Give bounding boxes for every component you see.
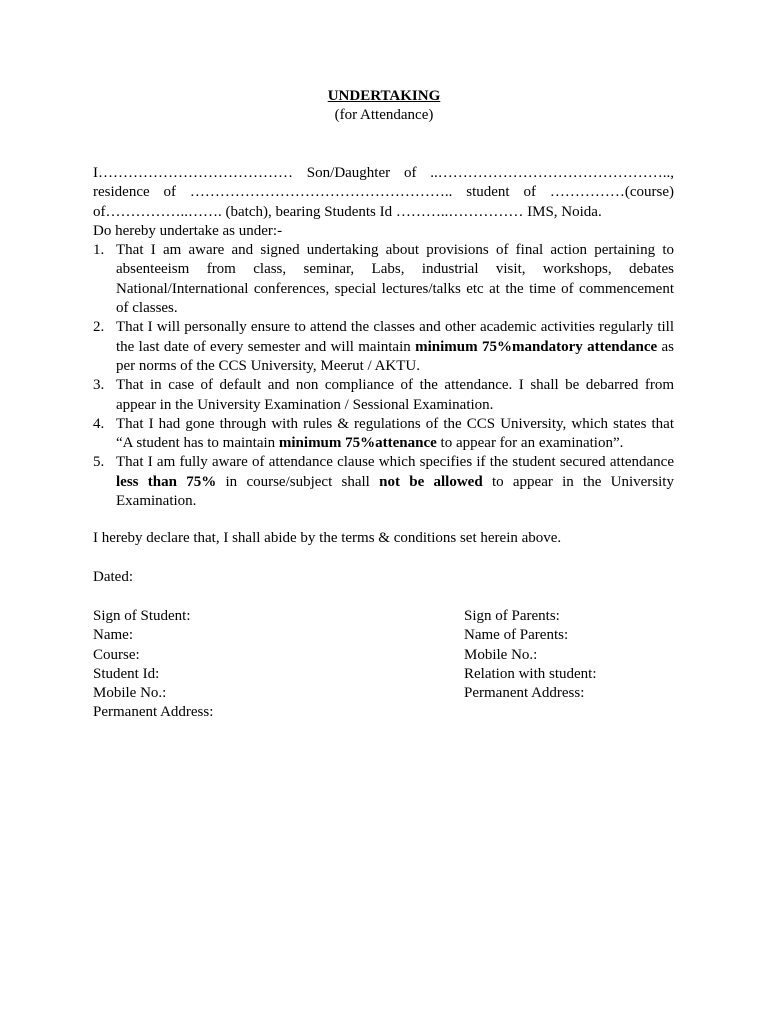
intro-line-3: of……………..……. (batch), bearing Students Id ………..…………… IMS, Noida. xyxy=(93,203,602,220)
field-label: Relation with student: xyxy=(464,665,597,682)
list-item xyxy=(93,241,674,318)
item-text: That I had gone through with rules & regulations of the CCS University, which states that “A student has to maintain minimum 75%attenance to appear for an examination”. xyxy=(116,415,674,452)
field-label: Mobile No.: xyxy=(93,685,167,702)
item-number: 3. xyxy=(93,377,105,394)
item-text: That I am aware and signed undertaking about provisions of final action pertaining to absenteeism from class, seminar, Labs, industrial visit, workshops, debates National/International conferences, special lectures/talks etc at the time of commencement of classes. xyxy=(116,242,674,317)
student-fields xyxy=(93,607,213,723)
intro-line-2: residence of …………………………………………….. student of ……………(course) xyxy=(93,184,674,201)
field-label: Sign of Parents: xyxy=(464,608,560,624)
field-label: Name: xyxy=(93,627,133,644)
field-label: Mobile No.: xyxy=(464,646,538,663)
field-label: Sign of Student: xyxy=(93,608,191,624)
emphasis: not be allowed xyxy=(379,473,483,490)
field-label: Course: xyxy=(93,646,140,663)
item-number: 5. xyxy=(93,454,105,471)
list-item xyxy=(93,453,674,511)
item-number: 2. xyxy=(93,319,105,336)
dated-label: Dated: xyxy=(93,569,133,585)
emphasis: less than 75% xyxy=(116,473,217,490)
undertaking-body xyxy=(93,164,674,511)
parent-fields xyxy=(464,607,597,703)
field-label: Student Id: xyxy=(93,665,160,682)
field-label: Permanent Address: xyxy=(93,704,214,721)
item-number: 1. xyxy=(93,242,105,259)
item-text: That I am fully aware of attendance clause which specifies if the student secured attendance less than 75% in course/subject shall not be allowed to appear in the University Examination. xyxy=(116,454,674,510)
emphasis: minimum 75%mandatory attendance xyxy=(415,338,658,355)
field-label: Permanent Address: xyxy=(464,685,585,702)
list-item xyxy=(93,376,674,415)
item-text: That in case of default and non compliance of the attendance. I shall be debarred from appear in the University Examination / Sessional Examination. xyxy=(116,377,674,413)
emphasis: minimum 75%attenance xyxy=(278,435,437,452)
list-item xyxy=(93,415,674,454)
document-title: UNDERTAKING xyxy=(327,88,441,104)
undertaking-list xyxy=(93,241,674,511)
intro-line-1: I………………………………… Son/Daughter of ..……………………………………….., xyxy=(93,165,674,181)
intro-line-4: Do hereby undertake as under:- xyxy=(93,222,283,239)
item-number: 4. xyxy=(93,415,105,432)
document-subtitle: (for Attendance) xyxy=(334,107,434,123)
list-item xyxy=(93,318,674,376)
field-label: Name of Parents: xyxy=(464,627,569,644)
declaration: I hereby declare that, I shall abide by the terms & conditions set herein above. xyxy=(93,530,562,546)
item-text: That I will personally ensure to attend the classes and other academic activities regularly till the last date of every semester and will maintain minimum 75%mandatory attendance as per norms of the CCS University, Meerut / AKTU. xyxy=(116,319,675,374)
